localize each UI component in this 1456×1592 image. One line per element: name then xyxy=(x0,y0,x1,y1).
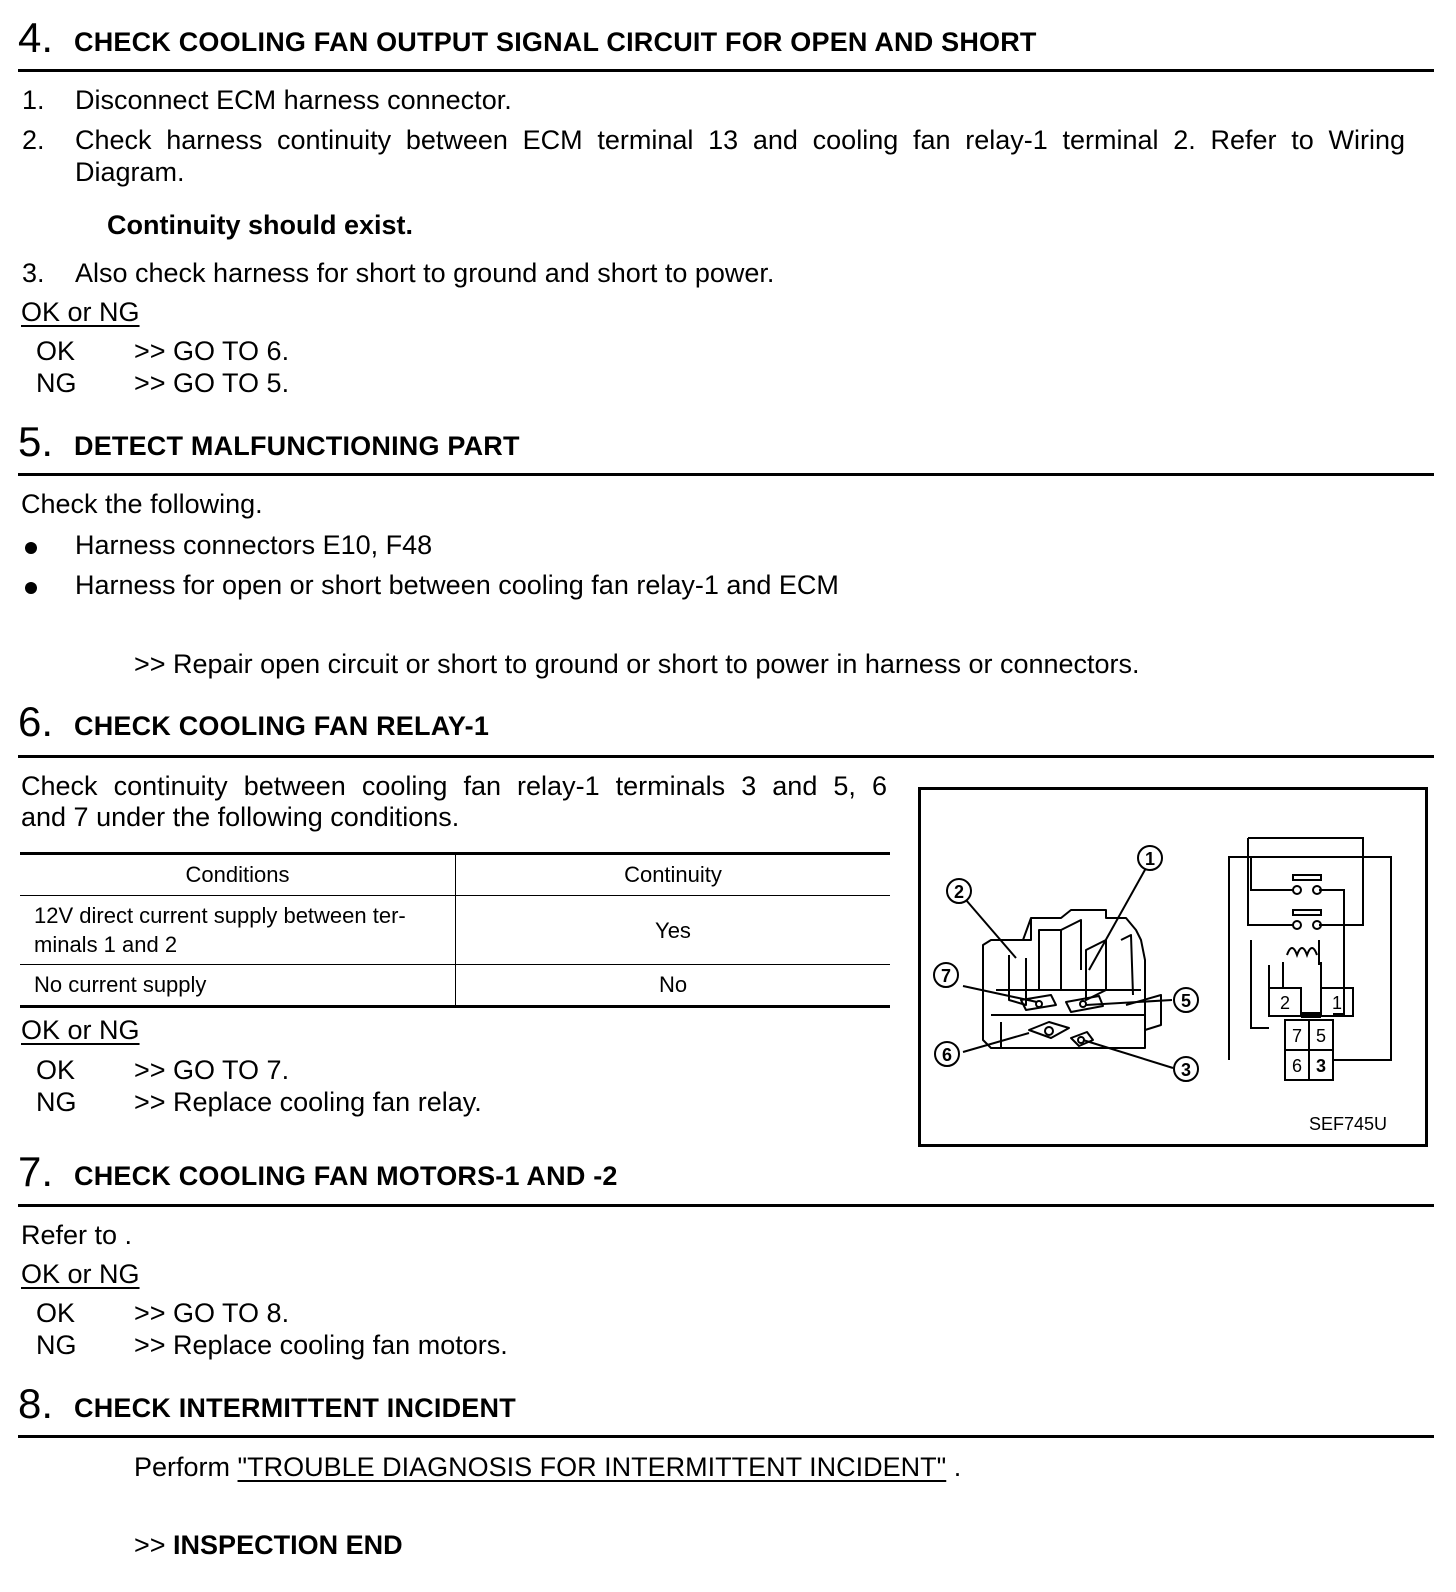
callout-5 xyxy=(1174,988,1198,1012)
bullet-icon xyxy=(25,582,37,594)
inspection-end-label: INSPECTION END xyxy=(173,1530,403,1560)
bullet-icon xyxy=(25,542,37,554)
step-number: 1. xyxy=(22,85,45,115)
ok-or-ng-label: OK or NG xyxy=(21,297,140,327)
svg-text:6: 6 xyxy=(1291,1056,1303,1076)
table-cell-continuity: No xyxy=(456,965,891,1007)
section-7-number: 7. xyxy=(18,1148,54,1195)
relay-figure xyxy=(918,787,1428,1147)
callout-2 xyxy=(947,879,971,903)
step-text: Also check harness for short to ground and short to power. xyxy=(75,258,775,288)
relay-illustration xyxy=(921,790,1425,1144)
table-row xyxy=(20,896,890,965)
svg-text:1: 1 xyxy=(1144,849,1156,869)
callout-1 xyxy=(1138,846,1162,870)
svg-text:7: 7 xyxy=(1291,1026,1303,1046)
section-4-title: CHECK COOLING FAN OUTPUT SIGNAL CIRCUIT FOR OPEN AND SHORT xyxy=(74,27,1037,57)
step-number: 3. xyxy=(22,258,45,288)
svg-text:2: 2 xyxy=(1279,993,1291,1013)
section-5-title: DETECT MALFUNCTIONING PART xyxy=(74,431,520,461)
ng-label: NG xyxy=(36,368,77,398)
ok-or-ng-label: OK or NG xyxy=(21,1259,140,1289)
relay-schematic xyxy=(1229,838,1391,1080)
list-item: Harness connectors E10, F48 xyxy=(75,530,433,560)
figure-code: SEF745U xyxy=(1308,1114,1387,1134)
table-header-row xyxy=(20,854,890,896)
spec-continuity: Continuity should exist. xyxy=(107,210,414,240)
section-8-title: CHECK INTERMITTENT INCIDENT xyxy=(74,1393,516,1423)
condition-line: minals 1 and 2 xyxy=(34,932,178,957)
ok-action: >> GO TO 8. xyxy=(134,1298,290,1328)
step-text: Disconnect ECM harness connector. xyxy=(75,85,512,115)
inspection-end-line xyxy=(134,1529,403,1561)
ng-action: >> GO TO 5. xyxy=(134,368,290,398)
svg-text:5: 5 xyxy=(1180,991,1192,1011)
section-7-title: CHECK COOLING FAN MOTORS-1 AND -2 xyxy=(74,1161,618,1191)
section-8-divider xyxy=(18,1435,1434,1438)
section-6-divider xyxy=(18,755,1434,758)
perform-line xyxy=(134,1451,961,1483)
ok-action: >> GO TO 7. xyxy=(134,1055,290,1085)
ng-action: >> Replace cooling fan relay. xyxy=(134,1087,482,1117)
svg-text:6: 6 xyxy=(941,1045,953,1065)
condition-line: 12V direct current supply between ter- xyxy=(34,903,406,928)
svg-text:5: 5 xyxy=(1315,1026,1327,1046)
table-header: Conditions xyxy=(20,854,456,896)
ok-action: >> GO TO 6. xyxy=(134,336,290,366)
step-number: 2. xyxy=(22,125,45,155)
section-7-intro: Refer to . xyxy=(21,1220,133,1250)
ok-or-ng-label: OK or NG xyxy=(21,1015,140,1045)
section-8-number: 8. xyxy=(18,1380,54,1427)
section-6-intro: Check continuity between cooling fan relay-1 terminals 3 and 5, 6 xyxy=(21,771,887,801)
callout-3 xyxy=(1174,1057,1198,1081)
ng-label: NG xyxy=(36,1330,77,1360)
list-item: Harness for open or short between cooling fan relay-1 and ECM xyxy=(75,570,839,600)
table-row xyxy=(20,965,890,1007)
callout-6 xyxy=(935,1042,959,1066)
ng-label: NG xyxy=(36,1087,77,1117)
trouble-diagnosis-link[interactable]: "TROUBLE DIAGNOSIS FOR INTERMITTENT INCIDENT" xyxy=(237,1452,947,1482)
conditions-table xyxy=(20,852,890,1008)
perform-prefix: Perform xyxy=(134,1452,238,1482)
svg-text:3: 3 xyxy=(1180,1060,1192,1080)
section-6-title: CHECK COOLING FAN RELAY-1 xyxy=(74,711,490,741)
ng-action: >> Replace cooling fan motors. xyxy=(134,1330,508,1360)
step-text-continued: Diagram. xyxy=(75,157,185,187)
repair-action: >> Repair open circuit or short to ground or short to power in harness or connectors. xyxy=(134,649,1140,679)
svg-text:1: 1 xyxy=(1331,993,1343,1013)
perform-suffix: . xyxy=(946,1452,962,1482)
ok-label: OK xyxy=(36,336,76,366)
table-header: Continuity xyxy=(456,854,891,896)
section-5-number: 5. xyxy=(18,418,54,465)
svg-text:7: 7 xyxy=(940,966,952,986)
svg-text:3: 3 xyxy=(1315,1056,1327,1076)
callout-7 xyxy=(934,963,958,987)
ok-label: OK xyxy=(36,1055,76,1085)
section-6-intro-continued: and 7 under the following conditions. xyxy=(21,802,460,832)
table-cell-continuity: Yes xyxy=(456,896,891,965)
section-5-intro: Check the following. xyxy=(21,489,263,519)
section-5-divider xyxy=(18,473,1434,476)
section-4-number: 4. xyxy=(18,14,54,61)
ok-label: OK xyxy=(36,1298,76,1328)
step-text: Check harness continuity between ECM terminal 13 and cooling fan relay-1 terminal 2. Refer to Wiring xyxy=(75,125,1405,155)
inspection-end-prefix: >> xyxy=(134,1530,174,1560)
table-cell-condition xyxy=(20,896,456,965)
section-7-divider xyxy=(18,1204,1434,1207)
svg-text:2: 2 xyxy=(953,882,965,902)
table-cell-condition: No current supply xyxy=(20,965,456,1007)
section-6-number: 6. xyxy=(18,698,54,745)
section-4-divider xyxy=(18,69,1434,72)
